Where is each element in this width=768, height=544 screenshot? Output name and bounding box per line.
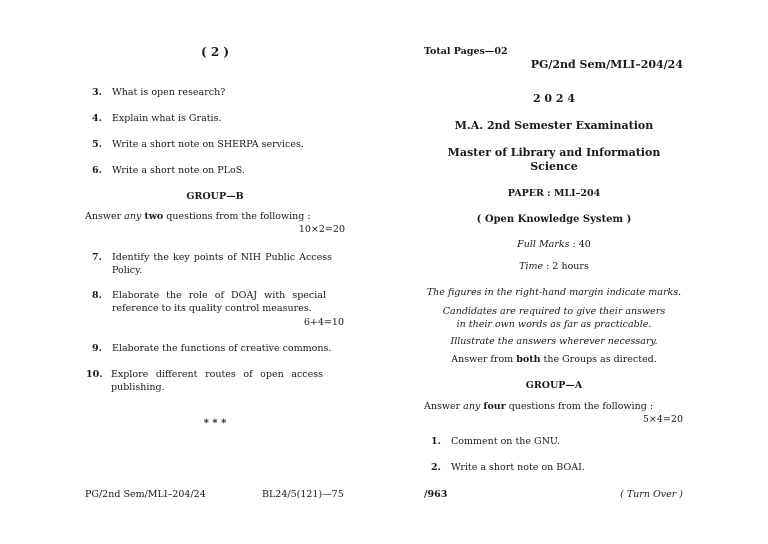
question-text: Elaborate the functions of creative commons. xyxy=(112,343,332,354)
instruction-text: questions from the following : xyxy=(163,211,311,222)
group-b-marks: 10×2=20 xyxy=(298,224,345,235)
question-6 xyxy=(92,164,342,178)
instruction-text: questions from the following : xyxy=(505,401,654,412)
question-text: Write a short note on PLoS. xyxy=(112,165,245,176)
question-number: 3. xyxy=(92,87,102,98)
question-number: 4. xyxy=(92,113,102,124)
footer-left: PG/2nd Sem/MLI–204/24 xyxy=(85,489,206,500)
question-9 xyxy=(92,342,344,356)
group-a-heading: GROUP—A xyxy=(525,380,583,391)
question-text: Write a short note on BOAI. xyxy=(451,462,585,473)
question-number: 1. xyxy=(431,436,441,447)
question-number: 2. xyxy=(431,462,441,473)
question-number: 10. xyxy=(86,369,103,380)
instruction-any: any xyxy=(124,211,142,222)
total-pages: Total Pages—02 xyxy=(424,46,508,57)
time-label: Time xyxy=(519,261,544,272)
question-text: What is open research? xyxy=(112,87,226,98)
instruction-note-4 xyxy=(424,354,684,365)
paper-title: ( Open Knowledge System ) xyxy=(476,214,632,225)
question-number: 5. xyxy=(92,139,102,150)
exam-title: M.A. 2nd Semester Examination xyxy=(454,119,654,132)
question-number: 7. xyxy=(92,252,102,263)
instruction-text: Answer xyxy=(424,401,464,412)
footer-right: BL24/5(121)—75 xyxy=(262,489,344,500)
question-marks: 6+4=10 xyxy=(303,317,344,328)
question-text: Comment on the GNU. xyxy=(451,436,561,447)
turn-over: ( Turn Over ) xyxy=(620,489,683,500)
question-8 xyxy=(92,289,344,331)
instruction-text: Answer xyxy=(85,211,125,222)
question-5 xyxy=(92,138,342,152)
end-mark: * * * xyxy=(203,418,227,429)
group-b-heading: GROUP—B xyxy=(186,191,244,202)
group-a-marks: 5×4=20 xyxy=(642,414,683,425)
question-number: 8. xyxy=(92,290,102,301)
instruction-note-1: The figures in the right-hand margin indicate marks. xyxy=(426,287,682,298)
time xyxy=(424,261,684,272)
note-bold: both xyxy=(516,354,541,365)
question-text: Explore different routes of open access publishing. xyxy=(111,369,323,393)
question-number: 6. xyxy=(92,165,102,176)
note-text: Answer from xyxy=(451,354,517,365)
question-4 xyxy=(92,112,342,126)
question-text: Identify the key points of NIH Public Access Policy. xyxy=(112,252,332,276)
question-number: 9. xyxy=(92,343,102,354)
full-marks-value: : 40 xyxy=(569,239,591,250)
instruction-count: two xyxy=(144,211,164,222)
instruction-count: four xyxy=(483,401,506,412)
page-number: ( 2 ) xyxy=(200,45,230,59)
question-7 xyxy=(92,251,332,279)
footer-left: /963 xyxy=(424,489,448,500)
note-text: the Groups as directed. xyxy=(540,354,657,365)
question-3 xyxy=(92,86,342,100)
question-1 xyxy=(431,435,681,449)
year: 2 0 2 4 xyxy=(532,92,576,105)
time-value: : 2 hours xyxy=(543,261,589,272)
question-text: Elaborate the role of DOAJ with special reference to its quality control measures. xyxy=(112,290,326,314)
instruction-any: any xyxy=(463,401,481,412)
question-text: Explain what is Gratis. xyxy=(112,113,222,124)
paper-number: PAPER : MLI–204 xyxy=(507,188,601,199)
instruction-note-3: Illustrate the answers wherever necessary. xyxy=(450,336,658,347)
full-marks-label: Full Marks xyxy=(517,239,570,250)
full-marks xyxy=(424,239,684,250)
instruction-note-2: Candidates are required to give their answers in their own words as far as practicable. xyxy=(442,306,666,330)
question-text: Write a short note on SHERPA services. xyxy=(112,139,304,150)
group-a-instruction xyxy=(424,401,684,412)
subject-title: Master of Library and Information Science xyxy=(447,146,661,173)
group-b-instruction xyxy=(85,211,345,222)
question-2 xyxy=(431,461,681,475)
question-10 xyxy=(86,368,344,396)
paper-code: PG/2nd Sem/MLI–204/24 xyxy=(530,58,683,71)
